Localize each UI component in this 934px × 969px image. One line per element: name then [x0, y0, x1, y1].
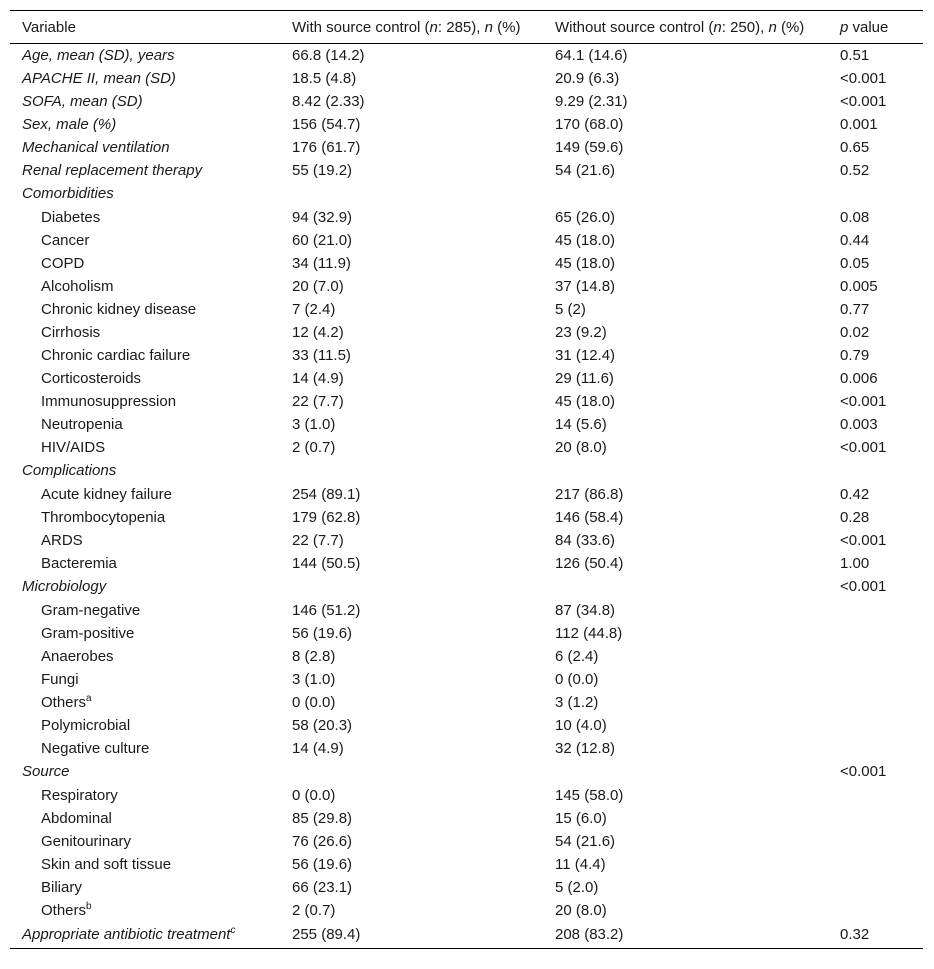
table-row — [10, 622, 923, 645]
cell-with: 55 (19.2) — [292, 161, 353, 179]
cell-p — [828, 668, 923, 691]
cell-with: 12 (4.2) — [292, 323, 344, 341]
row-label-text: Others — [41, 901, 87, 919]
table-row — [10, 668, 923, 691]
row-label: Sex, male (%) — [22, 115, 117, 133]
cell-without — [543, 575, 828, 599]
row-label: Negative culture — [41, 739, 150, 757]
row-label — [10, 899, 280, 922]
section-label: Microbiology — [22, 578, 107, 595]
table-body — [10, 44, 923, 949]
header-with-source-control: With source control (n: 285), n (%) — [292, 18, 521, 36]
row-label: Cancer — [41, 231, 90, 249]
cell-with: 0 (0.0) — [292, 693, 336, 711]
cell-p: 0.006 — [840, 369, 878, 387]
cell-with: 34 (11.9) — [292, 254, 351, 272]
cell-with — [280, 459, 543, 483]
cell-with: 22 (7.7) — [292, 531, 344, 549]
cell-without: 87 (34.8) — [555, 601, 616, 619]
row-label: Alcoholism — [41, 277, 114, 295]
section-row — [10, 760, 923, 784]
cell-with: 3 (1.0) — [292, 670, 336, 688]
cell-p: 0.42 — [840, 485, 870, 503]
cell-with: 66 (23.1) — [292, 878, 353, 896]
cell-p: 0.77 — [840, 300, 870, 318]
row-label: Mechanical ventilation — [22, 138, 170, 156]
cell-with: 18.5 (4.8) — [292, 69, 357, 87]
cell-p — [828, 714, 923, 737]
table-row — [10, 159, 923, 182]
cell-p: 0.79 — [840, 346, 870, 364]
section-row — [10, 575, 923, 599]
cell-p: 0.65 — [840, 138, 870, 156]
row-label: Bacteremia — [41, 554, 117, 572]
cell-without: 20.9 (6.3) — [555, 69, 620, 87]
cell-p: 1.00 — [840, 554, 870, 572]
cell-with: 60 (21.0) — [292, 231, 353, 249]
table-row — [10, 252, 923, 275]
table-row — [10, 367, 923, 390]
table-row — [10, 922, 923, 949]
row-label: APACHE II, mean (SD) — [22, 69, 176, 87]
row-label: Fungi — [41, 670, 79, 688]
table-container — [10, 10, 923, 949]
table-row — [10, 413, 923, 436]
cell-with: 146 (51.2) — [292, 601, 361, 619]
cell-p: <0.001 — [840, 69, 887, 87]
cell-with: 85 (29.8) — [292, 809, 353, 827]
cell-with: 20 (7.0) — [292, 277, 344, 295]
cell-without: 217 (86.8) — [555, 485, 624, 503]
cell-p: 0.44 — [840, 231, 870, 249]
cell-p: 0.28 — [840, 508, 870, 526]
cell-with: 2 (0.7) — [292, 438, 336, 456]
cell-without: 32 (12.8) — [555, 739, 616, 757]
cell-p — [828, 737, 923, 760]
cell-with: 254 (89.1) — [292, 485, 361, 503]
cell-p: 0.02 — [840, 323, 870, 341]
table-row — [10, 876, 923, 899]
cell-without: 54 (21.6) — [555, 161, 616, 179]
table-row — [10, 830, 923, 853]
row-label: SOFA, mean (SD) — [22, 92, 143, 110]
cell-p — [828, 876, 923, 899]
cell-p: 0.32 — [840, 926, 870, 944]
cell-without — [543, 760, 828, 784]
cell-with: 255 (89.4) — [292, 926, 361, 944]
cell-p: 0.05 — [840, 254, 870, 272]
cell-without: 112 (44.8) — [555, 624, 623, 642]
table-row — [10, 552, 923, 575]
cell-without: 45 (18.0) — [555, 392, 616, 410]
table-row — [10, 298, 923, 321]
cell-p — [828, 807, 923, 830]
cell-with: 66.8 (14.2) — [292, 46, 365, 64]
table-row — [10, 483, 923, 506]
cell-without: 3 (1.2) — [555, 693, 599, 711]
row-label: ARDS — [41, 531, 83, 549]
table-row — [10, 784, 923, 807]
cell-p: 0.52 — [840, 161, 870, 179]
table-row — [10, 344, 923, 367]
row-label: HIV/AIDS — [41, 438, 106, 456]
cell-without: 65 (26.0) — [555, 208, 616, 226]
table-row — [10, 645, 923, 668]
table-row — [10, 206, 923, 229]
cell-without: 29 (11.6) — [555, 369, 614, 387]
cell-with: 176 (61.7) — [292, 138, 361, 156]
cell-with: 156 (54.7) — [292, 115, 361, 133]
cell-with: 8.42 (2.33) — [292, 92, 365, 110]
table-row — [10, 67, 923, 90]
cell-p: <0.001 — [840, 438, 887, 456]
cell-without: 149 (59.6) — [555, 138, 624, 156]
table-row — [10, 44, 923, 67]
row-label: Chronic cardiac failure — [41, 346, 191, 364]
cell-with: 0 (0.0) — [292, 786, 336, 804]
cell-without: 20 (8.0) — [555, 901, 607, 919]
cell-without: 9.29 (2.31) — [555, 92, 628, 110]
table-row — [10, 899, 923, 922]
cell-p: 0.003 — [840, 415, 878, 433]
table-header — [10, 11, 923, 44]
cell-with — [280, 182, 543, 206]
cell-p: 0.51 — [840, 46, 870, 64]
cell-with: 56 (19.6) — [292, 624, 353, 642]
row-label: Diabetes — [41, 208, 101, 226]
table-row — [10, 807, 923, 830]
row-label: Anaerobes — [41, 647, 114, 665]
section-label: Source — [22, 763, 70, 780]
cell-with: 179 (62.8) — [292, 508, 361, 526]
cell-without: 126 (50.4) — [555, 554, 624, 572]
cell-p — [828, 599, 923, 622]
cell-without: 23 (9.2) — [555, 323, 607, 341]
cell-without: 45 (18.0) — [555, 231, 616, 249]
table-row — [10, 714, 923, 737]
section-row — [10, 459, 923, 483]
cell-without: 170 (68.0) — [555, 115, 624, 133]
table-row — [10, 136, 923, 159]
row-label — [10, 922, 280, 949]
cell-p — [828, 182, 923, 206]
cell-without: 54 (21.6) — [555, 832, 616, 850]
table-row — [10, 599, 923, 622]
header-row — [10, 11, 923, 44]
cell-p — [828, 784, 923, 807]
row-label: Polymicrobial — [41, 716, 131, 734]
cell-without: 5 (2.0) — [555, 878, 599, 896]
table-row — [10, 436, 923, 459]
table-row — [10, 113, 923, 136]
cell-p — [828, 622, 923, 645]
row-label: Age, mean (SD), years — [22, 46, 175, 64]
cell-with: 144 (50.5) — [292, 554, 361, 572]
cell-p — [828, 459, 923, 483]
cell-with: 22 (7.7) — [292, 392, 344, 410]
row-label: Thrombocytopenia — [41, 508, 166, 526]
row-label: Respiratory — [41, 786, 118, 804]
cell-without: 0 (0.0) — [555, 670, 599, 688]
cell-with — [280, 575, 543, 599]
footnote-marker: b — [86, 900, 92, 912]
table-row — [10, 90, 923, 113]
row-label — [10, 691, 280, 714]
table-row — [10, 321, 923, 344]
row-label: Chronic kidney disease — [41, 300, 197, 318]
cell-without: 15 (6.0) — [555, 809, 607, 827]
comparison-table — [10, 10, 923, 949]
cell-without — [543, 182, 828, 206]
section-label: Complications — [22, 462, 117, 479]
cell-without: 20 (8.0) — [555, 438, 607, 456]
cell-with — [280, 760, 543, 784]
row-label: Acute kidney failure — [41, 485, 172, 503]
cell-with: 33 (11.5) — [292, 346, 351, 364]
cell-without: 146 (58.4) — [555, 508, 624, 526]
cell-with: 8 (2.8) — [292, 647, 336, 665]
table-row — [10, 691, 923, 714]
cell-with: 3 (1.0) — [292, 415, 336, 433]
header-variable: Variable — [22, 18, 76, 36]
row-label: Renal replacement therapy — [22, 161, 203, 179]
row-label-text: Others — [41, 693, 87, 711]
cell-without: 145 (58.0) — [555, 786, 624, 804]
table-row — [10, 506, 923, 529]
section-label: Comorbidities — [22, 185, 114, 202]
footnote-marker: c — [230, 925, 236, 937]
cell-p: <0.001 — [840, 392, 887, 410]
cell-without: 5 (2) — [555, 300, 586, 318]
cell-p: 0.001 — [840, 115, 878, 133]
section-row — [10, 182, 923, 206]
cell-without: 84 (33.6) — [555, 531, 616, 549]
cell-p: 0.005 — [840, 277, 878, 295]
table-row — [10, 853, 923, 876]
row-label: Gram-positive — [41, 624, 135, 642]
cell-with: 14 (4.9) — [292, 369, 344, 387]
row-label: Cirrhosis — [41, 323, 101, 341]
table-row — [10, 737, 923, 760]
cell-p — [828, 899, 923, 922]
row-label: Biliary — [41, 878, 82, 896]
header-without-source-control: Without source control (n: 250), n (%) — [555, 18, 805, 36]
cell-without — [543, 459, 828, 483]
cell-without: 10 (4.0) — [555, 716, 607, 734]
cell-p — [828, 830, 923, 853]
cell-without: 45 (18.0) — [555, 254, 616, 272]
table-row — [10, 229, 923, 252]
cell-with: 94 (32.9) — [292, 208, 353, 226]
cell-p: <0.001 — [840, 763, 887, 780]
cell-without: 14 (5.6) — [555, 415, 607, 433]
cell-with: 58 (20.3) — [292, 716, 353, 734]
cell-with: 2 (0.7) — [292, 901, 336, 919]
cell-with: 14 (4.9) — [292, 739, 344, 757]
table-row — [10, 275, 923, 298]
table-row — [10, 529, 923, 552]
cell-p — [828, 853, 923, 876]
cell-with: 56 (19.6) — [292, 855, 353, 873]
cell-with: 7 (2.4) — [292, 300, 336, 318]
cell-without: 6 (2.4) — [555, 647, 599, 665]
row-label: COPD — [41, 254, 85, 272]
row-label: Neutropenia — [41, 415, 123, 433]
row-label: Abdominal — [41, 809, 112, 827]
cell-without: 64.1 (14.6) — [555, 46, 628, 64]
cell-without: 31 (12.4) — [555, 346, 616, 364]
cell-p — [828, 645, 923, 668]
row-label: Immunosuppression — [41, 392, 177, 410]
cell-p: <0.001 — [840, 92, 887, 110]
footnote-marker: a — [86, 692, 92, 704]
row-label: Skin and soft tissue — [41, 855, 172, 873]
cell-p: <0.001 — [840, 578, 887, 595]
row-label: Corticosteroids — [41, 369, 142, 387]
cell-without: 37 (14.8) — [555, 277, 616, 295]
table-row — [10, 390, 923, 413]
cell-without: 11 (4.4) — [555, 855, 606, 873]
row-label-text: Appropriate antibiotic treatment — [22, 926, 231, 944]
cell-p — [828, 691, 923, 714]
cell-with: 76 (26.6) — [292, 832, 353, 850]
row-label: Genitourinary — [41, 832, 132, 850]
cell-p: 0.08 — [840, 208, 870, 226]
header-p-value: p value — [840, 18, 889, 36]
cell-without: 208 (83.2) — [555, 926, 624, 944]
row-label: Gram-negative — [41, 601, 141, 619]
cell-p: <0.001 — [840, 531, 887, 549]
